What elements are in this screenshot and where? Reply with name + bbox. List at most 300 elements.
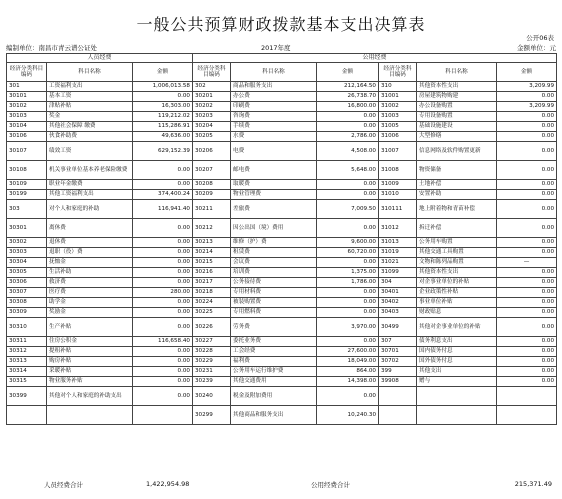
cell-amount: 0.00 (133, 367, 193, 377)
cell-amount: 0.00 (133, 387, 193, 406)
cell-amount: 0.00 (497, 248, 557, 258)
cell-amount: 0.00 (497, 161, 557, 180)
cell-item-name: 租赁费 (231, 248, 317, 258)
cell-amount: 116,658.40 (133, 337, 193, 347)
cell-econ-code (379, 406, 417, 425)
cell-amount: 0.00 (497, 180, 557, 190)
cell-amount: 0.00 (497, 367, 557, 377)
cell-econ-code: 30218 (193, 288, 231, 298)
cell-item-name: 其他社会保障 缴费 (47, 122, 133, 132)
cell-amount: 0.00 (133, 357, 193, 367)
cell-econ-code: 30199 (7, 190, 47, 200)
cell-item-name: 对企事业单位的补贴 (417, 278, 497, 288)
cell-econ-code: 30214 (193, 248, 231, 258)
cell-amount: 0.00 (497, 238, 557, 248)
cell-amount: 280.00 (133, 288, 193, 298)
cell-item-name: 劳务费 (231, 318, 317, 337)
table-row (7, 268, 557, 278)
cell-econ-code: 30226 (193, 318, 231, 337)
cell-item-name: 信息网络及软件购置更新 (417, 142, 497, 161)
cell-amount: 0.00 (317, 190, 379, 200)
cell-item-name: 专用材料费 (231, 288, 317, 298)
cell-amount: 9,600.00 (317, 238, 379, 248)
cell-econ-code: 30231 (193, 367, 231, 377)
header-name: 科目名称 (231, 63, 317, 82)
cell-item-name: 离休费 (47, 219, 133, 238)
cell-econ-code: 302 (193, 82, 231, 92)
cell-item-name (417, 387, 497, 406)
public-total-value: 215,371.49 (514, 480, 552, 488)
cell-amount: 0.00 (317, 298, 379, 308)
cell-amount: 3,209.99 (497, 82, 557, 92)
table-row (7, 238, 557, 248)
cell-amount (497, 406, 557, 425)
cell-econ-code: 30313 (7, 357, 47, 367)
cell-econ-code: 31009 (379, 180, 417, 190)
cell-econ-code: 30228 (193, 347, 231, 357)
cell-item-name: 土地补偿 (417, 180, 497, 190)
cell-econ-code: 30702 (379, 357, 417, 367)
table-row (7, 200, 557, 219)
cell-amount: 0.00 (133, 238, 193, 248)
cell-econ-code: 30213 (193, 238, 231, 248)
table-row (7, 406, 557, 425)
cell-item-name: 基本工资 (47, 92, 133, 102)
cell-econ-code: 30206 (193, 142, 231, 161)
cell-item-name: 办公费 (231, 92, 317, 102)
cell-amount: 18,049.00 (317, 357, 379, 367)
header-amount: 金额 (317, 63, 379, 82)
cell-econ-code: 30402 (379, 298, 417, 308)
cell-item-name: 抚恤金 (47, 258, 133, 268)
cell-item-name: 基础设施建设 (417, 122, 497, 132)
cell-econ-code: 307 (379, 337, 417, 347)
cell-item-name: 其他工资福利支出 (47, 190, 133, 200)
group-public: 公用经费 (193, 54, 557, 63)
totals-row (6, 480, 556, 490)
cell-amount: 2,786.00 (317, 132, 379, 142)
cell-amount: 0.00 (497, 347, 557, 357)
cell-amount: 1,375.00 (317, 268, 379, 278)
cell-econ-code: 30305 (7, 268, 47, 278)
cell-econ-code: 31013 (379, 238, 417, 248)
cell-econ-code: 30225 (193, 308, 231, 318)
cell-econ-code: 31002 (379, 102, 417, 112)
cell-econ-code: 30107 (7, 142, 47, 161)
cell-econ-code: 310 (379, 82, 417, 92)
cell-item-name: 提租补贴 (47, 347, 133, 357)
cell-item-name: 差旅费 (231, 200, 317, 219)
cell-item-name: 伙食补助费 (47, 132, 133, 142)
cell-econ-code: 30204 (193, 122, 231, 132)
cell-amount: 0.00 (497, 337, 557, 347)
cell-econ-code: 30211 (193, 200, 231, 219)
cell-econ-code: 301 (7, 82, 47, 92)
cell-item-name: 医疗费 (47, 288, 133, 298)
cell-item-name: 文物和陈列品购置 (417, 258, 497, 268)
cell-amount: 0.00 (497, 219, 557, 238)
cell-econ-code: 30315 (7, 377, 47, 387)
table-row (7, 337, 557, 347)
cell-item-name: 培训费 (231, 268, 317, 278)
cell-item-name: 公务接待费 (231, 278, 317, 288)
cell-amount: 3,970.00 (317, 318, 379, 337)
currency-unit: 金额单位：元 (517, 44, 556, 52)
cell-amount: 27,600.00 (317, 347, 379, 357)
public-total-label: 公用经费合计 (311, 481, 350, 489)
cell-econ-code: 31019 (379, 248, 417, 258)
table-row (7, 142, 557, 161)
cell-amount: 629,152.39 (133, 142, 193, 161)
table-row (7, 248, 557, 258)
cell-econ-code: 30208 (193, 180, 231, 190)
header-econ-code: 经济分类科目编码 (193, 63, 231, 82)
cell-econ-code: 30202 (193, 102, 231, 112)
cell-econ-code: 30304 (7, 258, 47, 268)
cell-item-name: 安置补助 (417, 190, 497, 200)
group-personnel: 人员经费 (7, 54, 193, 63)
cell-amount: 0.00 (133, 258, 193, 268)
cell-item-name: 事业单位补贴 (417, 298, 497, 308)
cell-item-name: 购房补贴 (47, 357, 133, 367)
table-row (7, 308, 557, 318)
table-row (7, 180, 557, 190)
cell-econ-code: 30499 (379, 318, 417, 337)
cell-item-name: 国外债务付息 (417, 357, 497, 367)
cell-amount: 0.00 (497, 268, 557, 278)
cell-amount: 49,636.00 (133, 132, 193, 142)
cell-econ-code: 30106 (7, 132, 47, 142)
cell-item-name: 生活补助 (47, 268, 133, 278)
cell-econ-code: 31006 (379, 132, 417, 142)
cell-amount: 0.00 (133, 308, 193, 318)
table-row (7, 318, 557, 337)
cell-econ-code: 30108 (7, 161, 47, 180)
cell-econ-code: 30216 (193, 268, 231, 278)
cell-amount: 10,240.30 (317, 406, 379, 425)
cell-econ-code (7, 406, 47, 425)
cell-amount: 0.00 (317, 288, 379, 298)
cell-item-name: 被装购置费 (231, 298, 317, 308)
cell-amount: 0.00 (497, 377, 557, 387)
cell-econ-code: 30102 (7, 102, 47, 112)
cell-item-name: 其他对企事业单位的补贴 (417, 318, 497, 337)
table-row (7, 367, 557, 377)
table-row (7, 161, 557, 180)
cell-amount: 0.00 (497, 92, 557, 102)
cell-item-name: 专用燃料费 (231, 308, 317, 318)
cell-econ-code: 31021 (379, 258, 417, 268)
header-amount: 金额 (133, 63, 193, 82)
cell-amount: 1,786.00 (317, 278, 379, 288)
cell-item-name: 邮电费 (231, 161, 317, 180)
cell-amount: 16,303.00 (133, 102, 193, 112)
cell-econ-code: 30701 (379, 347, 417, 357)
cell-item-name: 生产补贴 (47, 318, 133, 337)
cell-item-name (417, 406, 497, 425)
cell-econ-code: 30403 (379, 308, 417, 318)
compiling-unit: 编制单位：南昌市青云谱公证处 (6, 44, 97, 52)
cell-econ-code: 30209 (193, 190, 231, 200)
personnel-total-value: 1,422,954.98 (146, 480, 190, 488)
cell-amount: 0.00 (497, 308, 557, 318)
table-row (7, 347, 557, 357)
cell-amount: 0.00 (497, 190, 557, 200)
cell-econ-code: 30109 (7, 180, 47, 190)
cell-amount: 5,648.00 (317, 161, 379, 180)
cell-econ-code: 31003 (379, 112, 417, 122)
cell-econ-code: 30101 (7, 92, 47, 102)
cell-amount: 60,720.00 (317, 248, 379, 258)
cell-item-name: 职业年金缴费 (47, 180, 133, 190)
cell-econ-code: 30308 (7, 298, 47, 308)
cell-item-name: 其他商品和服务支出 (231, 406, 317, 425)
table-row (7, 387, 557, 406)
cell-amount: 0.00 (497, 278, 557, 288)
cell-amount: 0.00 (497, 357, 557, 367)
cell-item-name: 咨询费 (231, 112, 317, 122)
cell-item-name: 对个人和家庭的补助 (47, 200, 133, 219)
cell-amount: 0.00 (317, 219, 379, 238)
header-econ-code: 经济分类科目编码 (7, 63, 47, 82)
table-row (7, 219, 557, 238)
cell-item-name: 财政贴息 (417, 308, 497, 318)
cell-amount: 0.00 (133, 298, 193, 308)
cell-item-name: 其他资本性支出 (417, 82, 497, 92)
header-name: 科目名称 (47, 63, 133, 82)
cell-econ-code: 30309 (7, 308, 47, 318)
table-row (7, 92, 557, 102)
cell-econ-code: 304 (379, 278, 417, 288)
cell-amount: 0.00 (133, 268, 193, 278)
cell-item-name: 物业服务补贴 (47, 377, 133, 387)
cell-econ-code: 31005 (379, 122, 417, 132)
cell-econ-code: 30212 (193, 219, 231, 238)
cell-econ-code (379, 387, 417, 406)
table-row (7, 258, 557, 268)
cell-item-name: 水费 (231, 132, 317, 142)
cell-amount (497, 387, 557, 406)
cell-amount: 864.00 (317, 367, 379, 377)
cell-amount: 0.00 (497, 112, 557, 122)
cell-amount: 0.00 (133, 278, 193, 288)
cell-econ-code: 31001 (379, 92, 417, 102)
table-row (7, 112, 557, 122)
cell-item-name: 其他交通费用 (231, 377, 317, 387)
cell-econ-code: 31007 (379, 142, 417, 161)
cell-econ-code: 30312 (7, 347, 47, 357)
header-econ-code: 经济分类科目编码 (379, 63, 417, 82)
cell-item-name: 赠与 (417, 377, 497, 387)
cell-econ-code: 30239 (193, 377, 231, 387)
cell-item-name: 电费 (231, 142, 317, 161)
table-row (7, 82, 557, 92)
cell-amount: 374,400.24 (133, 190, 193, 200)
expenditure-table (6, 53, 557, 425)
cell-econ-code: 31099 (379, 268, 417, 278)
column-header-row (7, 63, 557, 82)
cell-item-name: 奖金 (47, 112, 133, 122)
cell-econ-code: 30314 (7, 367, 47, 377)
cell-econ-code: 30205 (193, 132, 231, 142)
cell-item-name: 退休费 (47, 238, 133, 248)
cell-item-name: 物业管理费 (231, 190, 317, 200)
cell-amount: 0.00 (133, 318, 193, 337)
cell-econ-code: 30301 (7, 219, 47, 238)
cell-item-name: 专用设备购置 (417, 112, 497, 122)
cell-item-name: 委托业务费 (231, 337, 317, 347)
cell-amount: 0.00 (497, 318, 557, 337)
cell-item-name: 住房公积金 (47, 337, 133, 347)
cell-item-name: 地上附着物和青苗补偿 (417, 200, 497, 219)
cell-econ-code: 30103 (7, 112, 47, 122)
cell-amount: 16,800.00 (317, 102, 379, 112)
report-meta (6, 43, 556, 53)
cell-item-name: 拆迁补偿 (417, 219, 497, 238)
table-row (7, 122, 557, 132)
cell-econ-code: 30307 (7, 288, 47, 298)
cell-econ-code: 30224 (193, 298, 231, 308)
cell-econ-code: 30302 (7, 238, 47, 248)
cell-item-name: 取暖费 (231, 180, 317, 190)
cell-amount: 0.00 (133, 161, 193, 180)
cell-econ-code: 31008 (379, 161, 417, 180)
cell-item-name: 因公出国（境）费用 (231, 219, 317, 238)
cell-amount: 119,212.02 (133, 112, 193, 122)
table-row (7, 357, 557, 367)
cell-item-name: 房屋建筑物购建 (417, 92, 497, 102)
cell-econ-code: 310111 (379, 200, 417, 219)
cell-econ-code: 30303 (7, 248, 47, 258)
table-row (7, 190, 557, 200)
cell-item-name: 助学金 (47, 298, 133, 308)
cell-item-name (47, 406, 133, 425)
cell-item-name: 税金及附加费用 (231, 387, 317, 406)
cell-amount: 0.00 (133, 377, 193, 387)
cell-amount: 0.00 (133, 92, 193, 102)
cell-item-name: 手续费 (231, 122, 317, 132)
cell-amount: 7,009.50 (317, 200, 379, 219)
cell-econ-code: 30399 (7, 387, 47, 406)
table-row (7, 102, 557, 112)
cell-amount: 14,398.00 (317, 377, 379, 387)
cell-amount: 0.00 (317, 258, 379, 268)
cell-item-name: 绩效工资 (47, 142, 133, 161)
cell-amount: 0.00 (497, 142, 557, 161)
cell-econ-code: 31010 (379, 190, 417, 200)
cell-amount: 0.00 (317, 180, 379, 190)
cell-item-name: 公务用车购置 (417, 238, 497, 248)
cell-item-name: 工会经费 (231, 347, 317, 357)
cell-item-name: 工资福利支出 (47, 82, 133, 92)
cell-item-name: 救济费 (47, 278, 133, 288)
cell-econ-code: 30310 (7, 318, 47, 337)
cell-item-name: 物资储备 (417, 161, 497, 180)
cell-item-name: 其他对个人和家庭的补助支出 (47, 387, 133, 406)
cell-amount: 3,209.99 (497, 102, 557, 112)
cell-amount: 0.00 (133, 219, 193, 238)
cell-amount: 0.00 (317, 387, 379, 406)
cell-amount: 0.00 (497, 288, 557, 298)
cell-econ-code: 30240 (193, 387, 231, 406)
table-row (7, 377, 557, 387)
fiscal-year: 2017年度 (261, 44, 291, 52)
cell-item-name: 采暖补贴 (47, 367, 133, 377)
cell-amount: 0.00 (497, 200, 557, 219)
cell-item-name: 福利费 (231, 357, 317, 367)
cell-amount: 0.00 (497, 122, 557, 132)
table-row (7, 288, 557, 298)
cell-item-name: 债务利息支出 (417, 337, 497, 347)
cell-amount: 0.00 (317, 337, 379, 347)
group-header-row (7, 54, 557, 63)
cell-item-name: 办公设备购置 (417, 102, 497, 112)
report-title: 一般公共预算财政拨款基本支出决算表 (136, 15, 426, 34)
cell-amount: 4,508.00 (317, 142, 379, 161)
cell-amount: 115,286.91 (133, 122, 193, 132)
cell-amount: 26,738.70 (317, 92, 379, 102)
cell-item-name: 奖励金 (47, 308, 133, 318)
cell-amount: 212,164.50 (317, 82, 379, 92)
cell-amount: 0.00 (133, 248, 193, 258)
header-amount: 金额 (497, 63, 557, 82)
cell-amount: — (497, 258, 557, 268)
cell-item-name: 国内债务付息 (417, 347, 497, 357)
cell-econ-code: 30227 (193, 337, 231, 347)
cell-item-name: 维修（护）费 (231, 238, 317, 248)
cell-econ-code: 303 (7, 200, 47, 219)
cell-econ-code: 30299 (193, 406, 231, 425)
cell-item-name: 其他交通工具购置 (417, 248, 497, 258)
cell-econ-code: 30311 (7, 337, 47, 347)
cell-amount: 0.00 (317, 308, 379, 318)
personnel-total-label: 人员经费合计 (44, 481, 83, 489)
cell-amount: 0.00 (133, 347, 193, 357)
cell-econ-code: 30207 (193, 161, 231, 180)
cell-amount: 0.00 (317, 112, 379, 122)
cell-amount: 116,941.40 (133, 200, 193, 219)
cell-item-name: 印刷费 (231, 102, 317, 112)
form-code: 公开06表 (526, 34, 554, 42)
cell-amount: 0.00 (497, 298, 557, 308)
cell-econ-code: 30201 (193, 92, 231, 102)
cell-amount: 0.00 (497, 132, 557, 142)
cell-item-name: 津贴补贴 (47, 102, 133, 112)
cell-item-name: 大型修缮 (417, 132, 497, 142)
table-body (7, 82, 557, 425)
cell-econ-code: 30217 (193, 278, 231, 288)
table-row (7, 132, 557, 142)
cell-econ-code: 30401 (379, 288, 417, 298)
cell-econ-code: 30306 (7, 278, 47, 288)
cell-econ-code: 30104 (7, 122, 47, 132)
table-row (7, 298, 557, 308)
cell-econ-code: 30229 (193, 357, 231, 367)
cell-item-name: 商品和服务支出 (231, 82, 317, 92)
cell-econ-code: 30203 (193, 112, 231, 122)
cell-item-name: 机关事业单位基本养老保险缴费 (47, 161, 133, 180)
table-row (7, 278, 557, 288)
cell-econ-code: 30215 (193, 258, 231, 268)
header-name: 科目名称 (417, 63, 497, 82)
cell-item-name: 企业政策性补贴 (417, 288, 497, 298)
cell-item-name: 其他支出 (417, 367, 497, 377)
cell-item-name: 公务用车运行维护费 (231, 367, 317, 377)
cell-item-name: 其他资本性支出 (417, 268, 497, 278)
cell-econ-code: 31012 (379, 219, 417, 238)
cell-econ-code: 399 (379, 367, 417, 377)
cell-amount (133, 406, 193, 425)
